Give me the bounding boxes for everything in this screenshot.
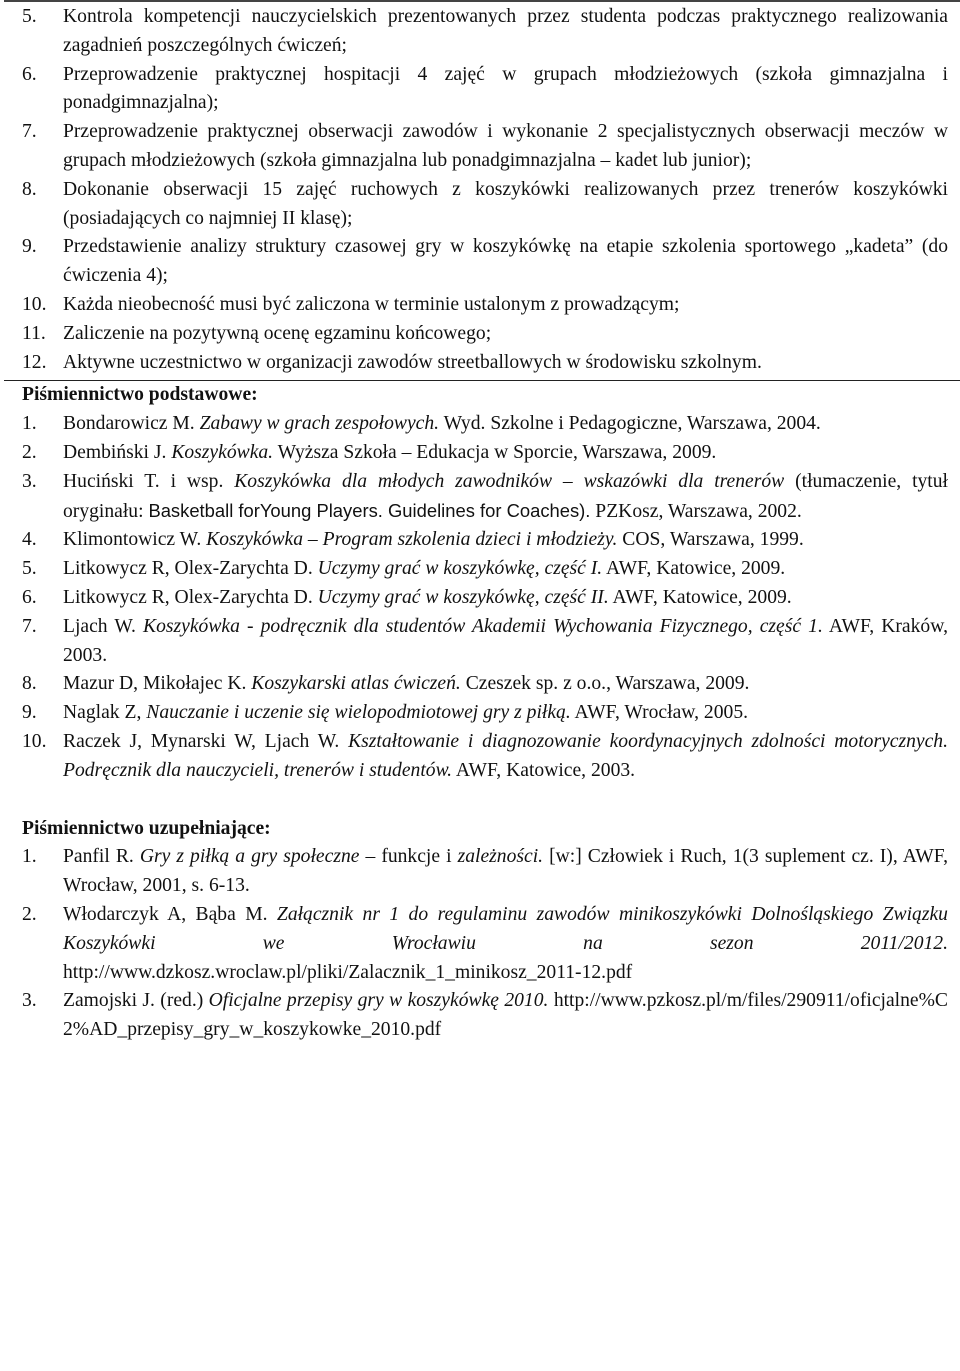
reference-item [22,555,948,584]
ref-publisher: Wyd. Szkolne i Pedagogiczne, Warszawa, 2004. [439,413,821,435]
ref-number: 6. [22,586,37,608]
item-text: Przedstawienie analizy struktury czasowej gry w koszykówkę na etapie szkolenia sportowego „kadeta” (do ćwiczenia 4); [63,236,948,287]
ref-number: 9. [22,702,37,724]
ref-title: Załącznik nr 1 do regulaminu zawodów minikoszykówki Dolnośląskiego Związku Koszykówki we Wrocławiu na sezon 2011/2012. [63,903,948,954]
item-number: 8. [22,178,37,200]
reference-item [22,439,948,468]
ref-publisher: COS, Warszawa, 1999. [617,529,804,551]
ref-authors: Klimontowicz W. [63,529,207,551]
ref-number: 2. [22,441,37,463]
ref-title: Nauczanie i uczenie się wielopodmiotowej gry z piłką. [146,702,571,724]
ref-publisher: AWF, Kraków, 2003. [63,615,949,666]
ref-authors: Ljach W. [63,615,144,637]
supplementary-literature-list [22,843,948,1045]
ref-number: 7. [22,615,37,637]
ref-title: Uczymy grać w koszykówkę, część I. [317,558,603,580]
ref-authors: Litkowycz R, Olex-Zarychta D. [63,586,318,608]
ref-publisher: Czeszek sp. z o.o., Warszawa, 2009. [460,673,750,695]
ref-publisher: PZKosz, Warszawa, 2002. [590,500,802,522]
reference-item [22,728,948,786]
ref-title: Koszykówka dla młodych zawodników – wskazówki dla trenerów [234,470,785,492]
ref-title: Koszykarski atlas ćwiczeń. [251,673,461,695]
ref-authors: Panfil R. [63,846,140,868]
reference-item [22,584,948,613]
ref-title: Oficjalne przepisy gry w koszykówkę 2010. [208,990,549,1012]
reference-item [22,699,948,728]
item-text: Każda nieobecność musi być zaliczona w terminie ustalonym z prowadzącym; [63,293,680,315]
ref-number: 10. [22,730,47,752]
ref-title: Koszykówka – Program szkolenia dzieci i młodzieży. [206,529,618,551]
basic-literature-heading: Piśmiennictwo podstawowe: [22,384,258,406]
section-spacer [22,786,948,815]
item-number: 12. [22,351,47,373]
item-text: Przeprowadzenie praktycznej obserwacji zawodów i wykonanie 2 specjalistycznych obserwacji meczów w grupach młodzieżowych (szkoła gimnazjalna lub ponadgimnazjalna – kadet lub junior); [63,121,948,171]
ref-number: 3. [22,470,37,492]
list-item [22,118,948,176]
ref-publisher: Wyższa Szkoła – Edukacja w Sporcie, Warszawa, 2009. [273,441,717,463]
item-text: Przeprowadzenie praktycznej hospitacji 4 zajęć w grupach młodzieżowych (szkoła gimnazjalna i ponadgimnazjalna); [63,63,948,114]
list-item [22,233,948,291]
ref-publisher: AWF, Wrocław, 2005. [570,702,749,724]
supplementary-literature-heading: Piśmiennictwo uzupełniające: [22,817,271,839]
ref-publisher: [w:] Człowiek i Ruch, 1(3 suplement cz. I), AWF, Wrocław, 2001, s. 6-13. [63,846,948,897]
item-number: 11. [22,322,46,344]
reference-item [22,670,948,699]
item-number: 6. [22,63,37,85]
ref-title-end: zależności. [457,846,544,868]
item-number: 10. [22,293,47,315]
ref-title: Gry z piłką a gry społeczne [139,846,360,868]
list-item [22,291,948,320]
ref-authors: Włodarczyk A, Bąba M. [63,903,277,925]
ref-number: 3. [22,990,37,1012]
ref-url: http://www.pzkosz.pl/m/files/290911/oficjalne%C2%AD_przepisy_gry_w_koszykowke_2010.pdf [63,990,948,1041]
ref-authors: Dembiński J. [63,441,172,463]
ref-title-part: – funkcje i [359,846,458,868]
ref-publisher: AWF, Katowice, 2009. [602,558,786,580]
ref-number: 5. [22,558,37,580]
item-text: Kontrola kompetencji nauczycielskich prezentowanych przez studenta podczas praktycznego realizowania zagadnień poszczególnych ćwiczeń; [63,6,948,56]
reference-item [22,901,948,987]
ref-authors: Mazur D, Mikołajec K. [63,673,252,695]
ref-number: 8. [22,673,37,695]
ref-number: 1. [22,413,37,435]
ref-authors: Raczek J, Mynarski W, Ljach W. [63,730,349,752]
ref-publisher: AWF, Katowice, 2003. [452,759,636,781]
ref-title: Koszykówka. [171,441,274,463]
list-item [22,320,948,349]
ref-title: Koszykówka - podręcznik dla studentów Akademii Wychowania Fizycznego, część 1. [143,615,823,637]
reference-item [22,613,948,671]
item-text: Zaliczenie na pozytywną ocenę egzaminu końcowego; [63,322,492,344]
ref-translation-note: (tłumaczenie, tytuł oryginału: [63,470,948,522]
ref-title: Zabawy w grach zespołowych. [199,413,440,435]
reference-item [22,410,948,439]
ref-title: Uczymy grać w koszykówkę, część II. [317,586,609,608]
list-item [22,61,948,119]
requirements-list [22,3,948,377]
ref-authors: Zamojski J. (red.) [63,990,209,1012]
ref-publisher: AWF, Katowice, 2009. [608,586,792,608]
list-item [22,349,948,378]
ref-authors: Naglak Z, [63,702,147,724]
item-number: 9. [22,236,37,258]
item-text: Dokonanie obserwacji 15 zajęć ruchowych z koszykówki realizowanych przez trenerów koszykówki (posiadających co najmniej II klasę); [63,178,948,229]
reference-item [22,987,948,1045]
item-text: Aktywne uczestnictwo w organizacji zawodów streetballowych w środowisku szkolnym. [63,351,762,373]
list-item [22,3,948,61]
ref-url: http://www.dzkosz.wroclaw.pl/pliki/Zalacznik_1_minikosz_2011-12.pdf [63,961,633,983]
item-number: 5. [22,6,37,27]
list-item [22,176,948,234]
top-rule [4,0,960,2]
ref-number: 4. [22,529,37,551]
ref-authors: Litkowycz R, Olex-Zarychta D. [63,558,318,580]
ref-authors: Huciński T. i wsp. [63,470,235,492]
ref-title: Kształtowanie i diagnozowanie koordynacyjnych zdolności motorycznych. Podręcznik dla nauczycieli, trenerów i studentów. [63,730,948,781]
ref-authors: Bondarowicz M. [63,413,200,435]
ref-original-title: Basketball forYoung Players. Guidelines for Coaches). [148,499,591,521]
ref-number: 2. [22,903,37,925]
reference-item [22,468,948,527]
reference-item [22,526,948,555]
reference-item [22,843,948,901]
ref-number: 1. [22,846,37,868]
item-number: 7. [22,121,37,143]
basic-literature-list [22,410,948,785]
